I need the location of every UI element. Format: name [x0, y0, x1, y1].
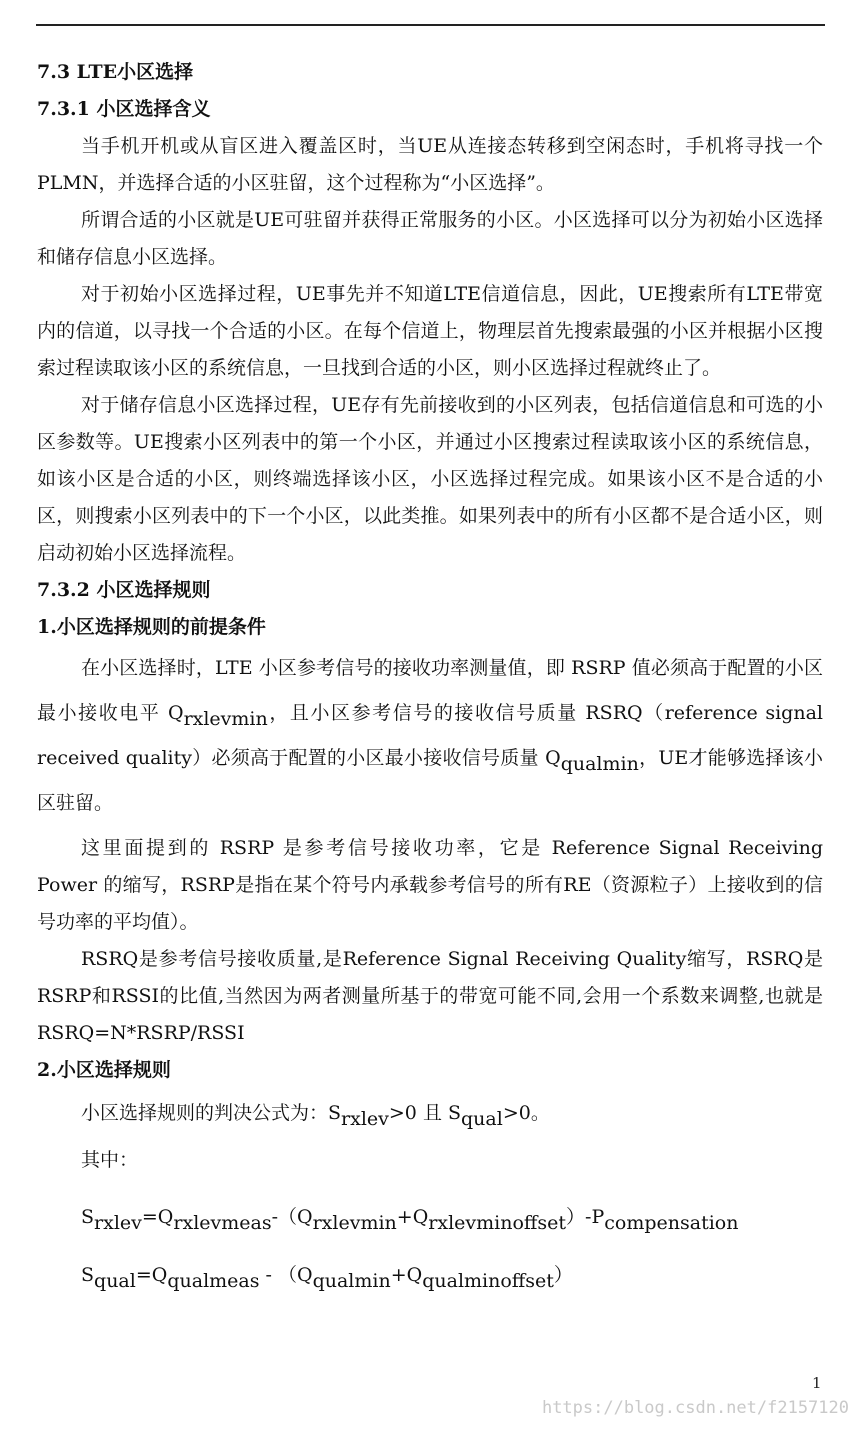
formula-squal: $S_{qual}=Q_{qualmeas} - (Q_{qualmin}+Q_{qualminoffset})$ [81, 1264, 573, 1292]
section-heading-7-3-1: 7.3.1 小区选择含义 [37, 98, 211, 120]
subheading-selection-rule: 2.小区选择规则 [37, 1059, 171, 1081]
paragraph-3: 对于初始小区选择过程，UE事先并不知道LTE信道信息，因此，UE搜索所有LTE带宽内的信道，以寻找一个合适的小区。在每个信道上，物理层首先搜索最强的小区并根据小区搜索过程读取该小区的系统信息，一旦找到合适的小区，则小区选择过程就终止了。 [37, 283, 823, 379]
paragraph-4: 对于储存信息小区选择过程，UE存有先前接收到的小区列表，包括信道信息和可选的小区参数等。UE搜索小区列表中的第一个小区，并通过小区搜索过程读取该小区的系统信息，如该小区是合适的小区，则终端选择该小区，小区选择过程完成。如果该小区不是合适的小区，则搜索小区列表中的下一个小区，以此类推。如果列表中的所有小区都不是合适小区，则启动初始小区选择流程。 [37, 394, 823, 564]
paragraph-7: RSRQ是参考信号接收质量,是Reference Signal Receiving Quality缩写，RSRQ是RSRP和RSSI的比值,当然因为两者测量所基于的带宽可能不同,会用一个系数来调整,也就是RSRQ=N*RSRP/RSSI [37, 948, 823, 1044]
section-heading-7-3-2: 7.3.2 小区选择规则 [37, 579, 211, 601]
paragraph-1: 当手机开机或从盲区进入覆盖区时，当UE从连接态转移到空闲态时，手机将寻找一个PLMN，并选择合适的小区驻留，这个过程称为“小区选择”。 [37, 135, 823, 194]
subheading-rule-preconditions: 1.小区选择规则的前提条件 [37, 616, 266, 638]
paragraph-2: 所谓合适的小区就是UE可驻留并获得正常服务的小区。小区选择可以分为初始小区选择和储存信息小区选择。 [37, 209, 823, 268]
where-label: 其中： [81, 1149, 139, 1171]
paragraph-6: 这里面提到的 RSRP 是参考信号接收功率，它是 Reference Signal Receiving Power 的缩写，RSRP是指在某个符号内承载参考信号的所有RE（资源粒子）上接收到的信号功率的平均值）。 [37, 837, 823, 933]
formula-srxlev: $S_{rxlev}=Q_{rxlevmeas}-(Q_{rxlevmin}+Q_{rxlevminoffset})-P_{compensation}$ [81, 1206, 739, 1234]
watermark: https://blog.csdn.net/f2157120 [541, 1398, 849, 1418]
paragraph-5: 在小区选择时，LTE 小区参考信号的接收功率测量值，即 RSRP 值必须高于配置的小区最小接收电平 $Q_{rxlevmin}$，且小区参考信号的接收信号质量 RSRQ（reference signal received quality）必须高于配置的小区最小接收信号质量 $Q_{qualmin}$，UE才能够选择该小区驻留。 [37, 657, 823, 814]
page-number: 1 [812, 1374, 822, 1392]
formula-intro: 小区选择规则的判决公式为：$S_{rxlev}>0$ 且 $S_{qual}>0$。 [81, 1102, 550, 1130]
section-heading-7-3: 7.3 LTE小区选择 [37, 61, 194, 83]
document-body [37, 54, 823, 1297]
header-rule [36, 24, 825, 26]
